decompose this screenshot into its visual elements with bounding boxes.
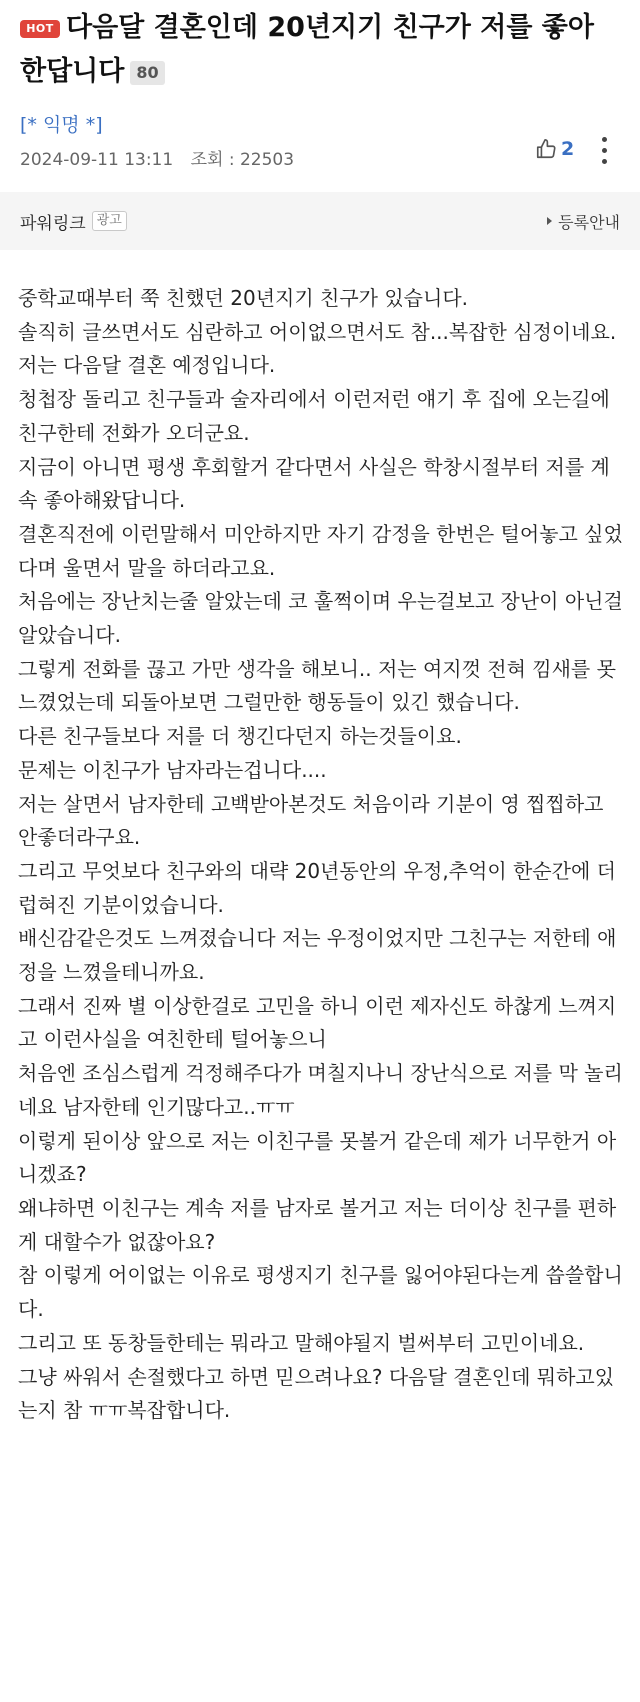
post-title [20, 6, 620, 94]
body-line: 청첩장 돌리고 친구들과 술자리에서 이런저런 얘기 후 집에 오는길에 친구한테 전화가 오더군요. [18, 387, 610, 445]
body-line: 이렇게 된이상 앞으로 저는 이친구를 못볼거 같은데 제가 너무한거 아니겠죠? [18, 1128, 617, 1187]
body-line: 배신감같은것도 느껴졌습니다 저는 우정이었지만 그친구는 저한테 애정을 느꼈을테니까요. [18, 926, 617, 985]
like-button[interactable] [535, 138, 574, 160]
title-area [20, 6, 620, 94]
body-line: 그렇게 전화를 끊고 가만 생각을 해보니.. 저는 여지껏 전혀 낌새를 못느꼈었는데 되돌아보면 그럴만한 행동들이 있긴 했습니다. [18, 656, 616, 715]
body-line: 중학교때부터 쭉 친했던 20년지기 친구가 있습니다. [18, 286, 468, 310]
body-line: 그리고 또 동창들한테는 뭐라고 말해야될지 벌써부터 고민이네요. [18, 1330, 585, 1355]
powerlink-bar [0, 192, 640, 250]
post-header [0, 0, 640, 190]
post-meta [20, 145, 306, 170]
powerlink-title: 파워링크 [20, 213, 86, 234]
body-line: 저는 다음달 결혼 예정입니다. [18, 353, 276, 378]
body-line: 그냥 싸워서 손절했다고 하면 믿으려나요? 다음달 결혼인데 뭐하고있는지 참 ㅠㅠ복잡합니다. [18, 1364, 615, 1423]
post-title-text: 다음달 결혼인데 20년지기 친구가 저를 좋아한답니다 [20, 12, 594, 87]
more-vertical-icon[interactable] [598, 134, 610, 168]
thumbs-up-icon [535, 138, 557, 160]
body-line: 처음에는 장난치는줄 알았는데 코 훌쩍이며 우는걸보고 장난이 아닌걸 알았습니다. [18, 589, 623, 648]
comment-count-badge[interactable]: 80 [130, 61, 164, 85]
body-line: 왜냐하면 이친구는 계속 저를 남자로 볼거고 저는 더이상 친구를 편하게 대할수가 없잖아요? [18, 1195, 617, 1254]
post-body [18, 282, 626, 1428]
body-line: 처음엔 조심스럽게 걱정해주다가 며칠지나니 장난식으로 저를 막 놀리네요 남자한테 인기많다고..ㅠㅠ [18, 1061, 623, 1119]
body-line: 참 이렇게 어이없는 이유로 평생지기 친구를 잃어야된다는게 씁쓸합니다. [18, 1263, 623, 1322]
body-line: 지금이 아니면 평생 후회할거 같다면서 사실은 학창시절부터 저를 계속 좋아해왔답니다. [18, 454, 610, 513]
hot-badge: HOT [20, 20, 60, 38]
view-count: 조회 : 22503 [190, 150, 295, 170]
register-info-link[interactable] [547, 210, 620, 233]
body-line: 그래서 진짜 별 이상한걸로 고민을 하니 이런 제자신도 하찮게 느껴지고 이런사실을 여친한테 털어놓으니 [18, 993, 617, 1052]
body-line: 그리고 무엇보다 친구와의 대략 20년동안의 우정,추억이 한순간에 더럽혀진 기분이었습니다. [18, 858, 616, 917]
triangle-right-icon [547, 217, 552, 225]
body-line: 문제는 이친구가 남자라는겁니다.... [18, 757, 327, 782]
body-line: 저는 살면서 남자한테 고백받아본것도 처음이라 기분이 영 찝찝하고 안좋더라구요. [18, 791, 604, 850]
like-count: 2 [561, 138, 575, 160]
ad-label: 광고 [92, 211, 127, 231]
register-info-label: 등록안내 [558, 212, 620, 232]
author-name[interactable]: [* 익명 *] [20, 114, 103, 136]
body-line: 다른 친구들보다 저를 더 챙긴다던지 하는것들이요. [18, 724, 462, 749]
body-line: 결혼직전에 이런말해서 미안하지만 자기 감정을 한번은 털어놓고 싶었다며 울면서 말을 하더라고요. [18, 521, 623, 580]
body-line: 솔직히 글쓰면서도 심란하고 어이없으면서도 참...복잡한 심정이네요. [18, 319, 617, 344]
post-date: 2024-09-11 13:11 [20, 150, 174, 170]
